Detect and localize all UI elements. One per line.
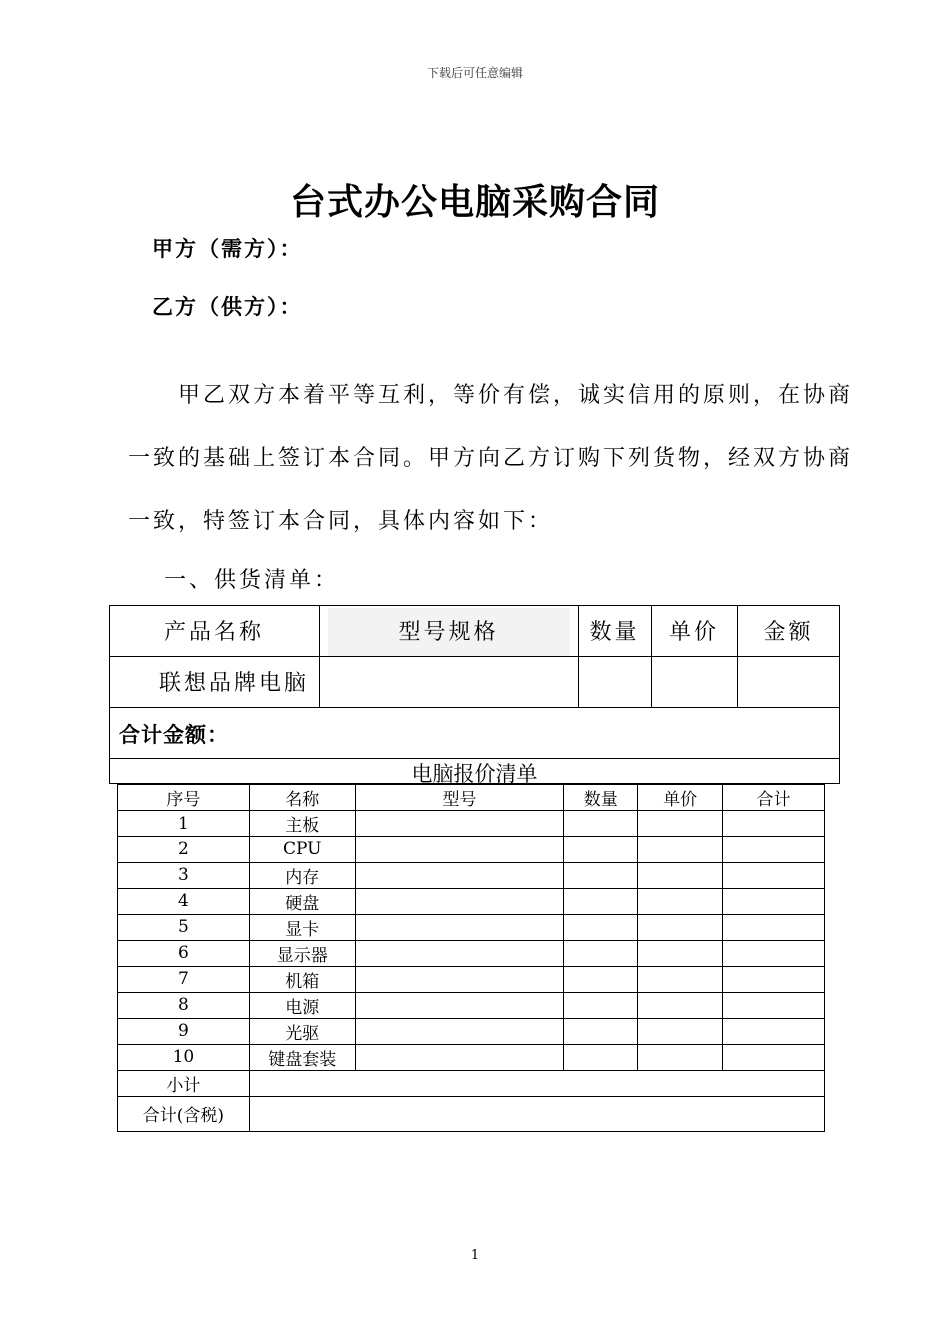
supply-row-divider xyxy=(109,707,840,708)
row-unit-price xyxy=(638,966,723,992)
quote-header-row xyxy=(118,785,825,811)
row-name: 机箱 xyxy=(249,966,355,992)
supply-header-product-name: 产品名称 xyxy=(163,620,264,645)
row-total xyxy=(723,811,825,837)
row-index: 7 xyxy=(118,966,250,992)
row-name: CPU xyxy=(249,837,355,863)
quote-header-model: 型号 xyxy=(355,785,564,811)
row-model xyxy=(355,966,564,992)
table-row xyxy=(118,966,825,992)
paragraph-line-3: 一致，特签订本合同，具体内容如下： xyxy=(128,509,554,534)
row-quantity xyxy=(564,992,638,1018)
row-unit-price xyxy=(638,940,723,966)
row-model xyxy=(355,1044,564,1070)
row-index: 2 xyxy=(118,837,250,863)
row-model xyxy=(355,862,564,888)
row-name: 键盘套装 xyxy=(249,1044,355,1070)
row-index: 1 xyxy=(118,811,250,837)
table-row xyxy=(118,862,825,888)
row-total xyxy=(723,862,825,888)
page-number: 1 xyxy=(470,1248,480,1263)
row-unit-price xyxy=(638,992,723,1018)
row-total xyxy=(723,940,825,966)
row-name: 显示器 xyxy=(249,940,355,966)
subtotal-value xyxy=(249,1070,824,1096)
row-quantity xyxy=(564,888,638,914)
party-b-label: 乙方（供方）： xyxy=(152,295,303,319)
row-name: 主板 xyxy=(249,811,355,837)
supply-header-quantity: 数量 xyxy=(589,620,640,645)
row-unit-price xyxy=(638,1018,723,1044)
row-index: 4 xyxy=(118,888,250,914)
row-quantity xyxy=(564,811,638,837)
subtotal-label: 小计 xyxy=(118,1070,250,1096)
document-title: 台式办公电脑采购合同 xyxy=(289,182,660,223)
table-row xyxy=(118,811,825,837)
row-name: 显卡 xyxy=(249,914,355,940)
row-index: 9 xyxy=(118,1018,250,1044)
row-model xyxy=(355,914,564,940)
row-index: 6 xyxy=(118,940,250,966)
row-name: 光驱 xyxy=(249,1018,355,1044)
supply-total-label: 合计金额： xyxy=(119,723,229,747)
supply-header-model: 型号规格 xyxy=(398,620,499,645)
header-note: 下载后可任意编辑 xyxy=(426,66,523,80)
row-total xyxy=(723,888,825,914)
row-index: 3 xyxy=(118,862,250,888)
row-unit-price xyxy=(638,862,723,888)
supply-cell-product: 联想品牌电脑 xyxy=(158,671,309,696)
total-with-tax-value xyxy=(249,1096,824,1131)
row-quantity xyxy=(564,862,638,888)
quote-table-caption: 电脑报价清单 xyxy=(411,762,538,786)
row-total xyxy=(723,914,825,940)
table-row xyxy=(118,837,825,863)
row-index: 8 xyxy=(118,992,250,1018)
row-model xyxy=(355,888,564,914)
row-name: 硬盘 xyxy=(249,888,355,914)
quote-header-index: 序号 xyxy=(118,785,250,811)
row-quantity xyxy=(564,966,638,992)
supply-table xyxy=(109,605,840,784)
table-row xyxy=(118,1044,825,1070)
row-name: 内存 xyxy=(249,862,355,888)
row-total xyxy=(723,992,825,1018)
row-total xyxy=(723,837,825,863)
quote-header-unit-price: 单价 xyxy=(638,785,723,811)
row-quantity xyxy=(564,914,638,940)
quote-header-name: 名称 xyxy=(249,785,355,811)
quote-table xyxy=(117,784,825,1132)
quote-header-quantity: 数量 xyxy=(564,785,638,811)
paragraph-line-2: 一致的基础上签订本合同。甲方向乙方订购下列货物，经双方协商 xyxy=(128,446,854,471)
row-unit-price xyxy=(638,837,723,863)
row-unit-price xyxy=(638,888,723,914)
table-row xyxy=(118,992,825,1018)
row-model xyxy=(355,1018,564,1044)
row-unit-price xyxy=(638,811,723,837)
quote-header-total: 合计 xyxy=(723,785,825,811)
row-unit-price xyxy=(638,1044,723,1070)
row-model xyxy=(355,940,564,966)
row-quantity xyxy=(564,1044,638,1070)
subtotal-row xyxy=(118,1070,825,1096)
row-total xyxy=(723,1044,825,1070)
row-model xyxy=(355,837,564,863)
row-index: 10 xyxy=(118,1044,250,1070)
row-model xyxy=(355,811,564,837)
row-index: 5 xyxy=(118,914,250,940)
party-a-label: 甲方（需方）： xyxy=(152,237,303,261)
row-quantity xyxy=(564,940,638,966)
supply-header-unit-price: 单价 xyxy=(668,620,719,645)
paragraph-line-1: 甲乙双方本着平等互利，等价有偿，诚实信用的原则，在协商 xyxy=(178,383,854,408)
row-quantity xyxy=(564,837,638,863)
row-quantity xyxy=(564,1018,638,1044)
table-row xyxy=(118,940,825,966)
row-name: 电源 xyxy=(249,992,355,1018)
total-with-tax-label: 合计(含税) xyxy=(118,1096,250,1131)
total-row xyxy=(118,1096,825,1131)
supply-header-amount: 金额 xyxy=(763,620,814,645)
table-row xyxy=(118,1018,825,1044)
row-total xyxy=(723,966,825,992)
row-total xyxy=(723,1018,825,1044)
table-row xyxy=(118,888,825,914)
row-model xyxy=(355,992,564,1018)
row-unit-price xyxy=(638,914,723,940)
section-heading-supply-list: 一、供货清单： xyxy=(164,568,340,593)
table-row xyxy=(118,914,825,940)
